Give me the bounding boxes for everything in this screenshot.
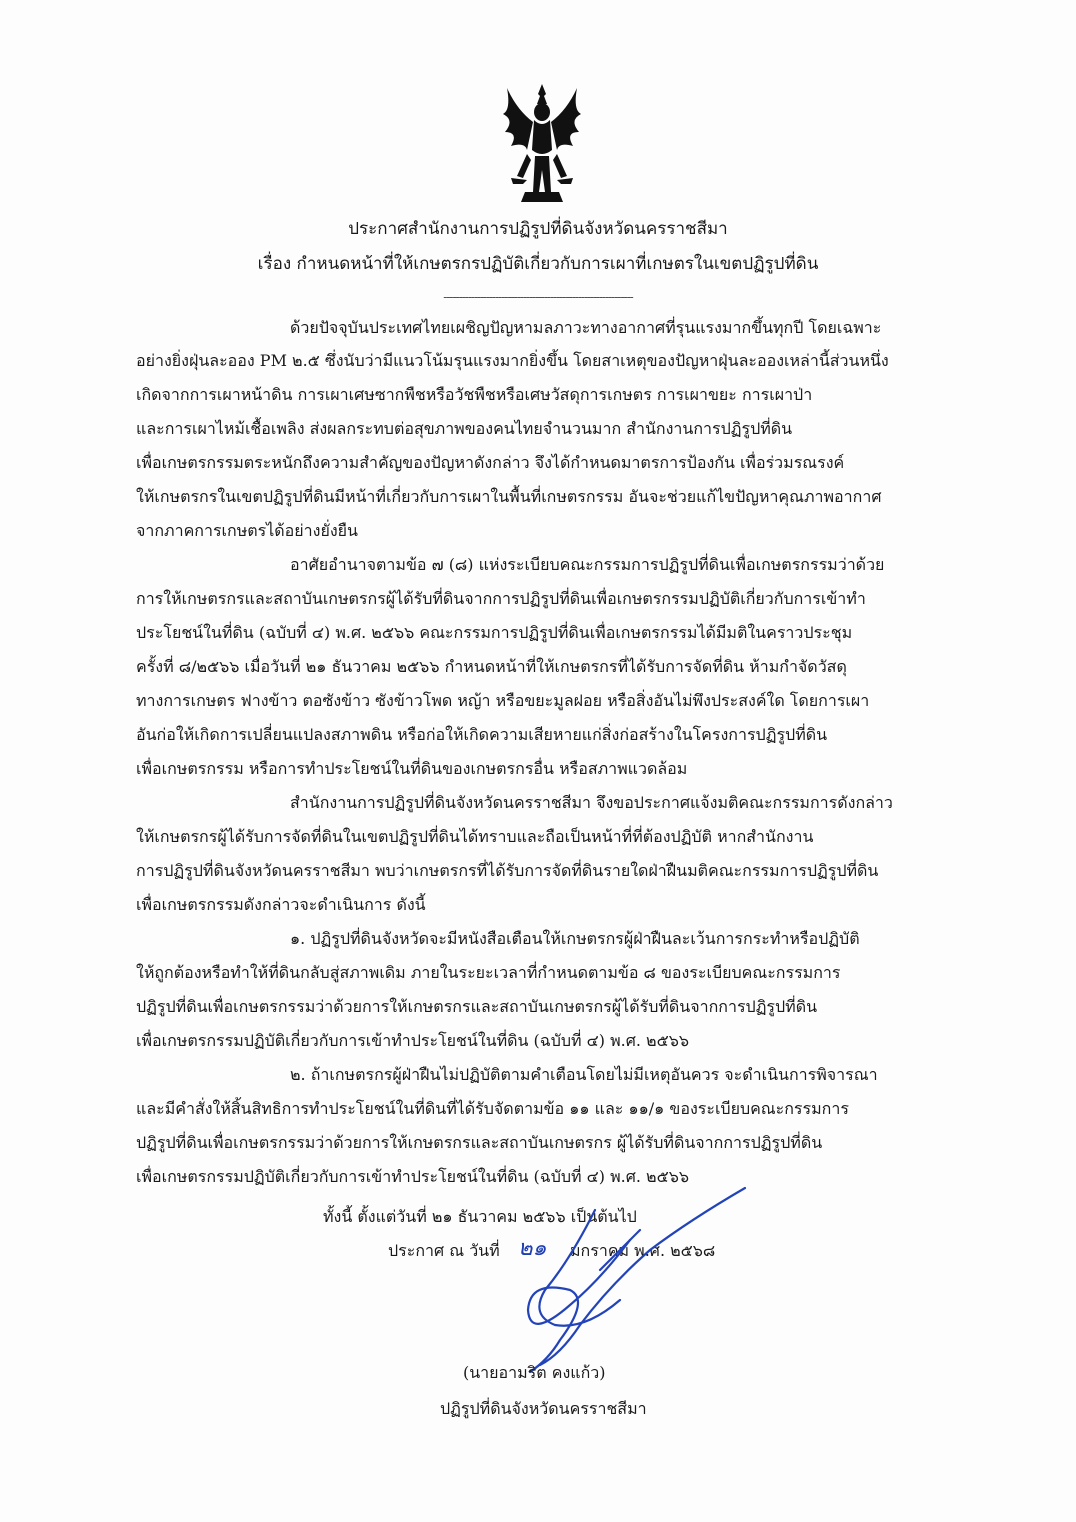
body-line: เพื่อเกษตรกรรม หรือการทำประโยชน์ในที่ดินของเกษตรกรอื่น หรือสภาพแวดล้อม bbox=[136, 759, 688, 778]
body-line: ให้เกษตรกรผู้ได้รับการจัดที่ดินในเขตปฏิรูปที่ดินได้ทราบและถือเป็นหน้าที่ที่ต้องปฏิบัติ หากสำนักงาน bbox=[136, 827, 814, 846]
body-line: ปฏิรูปที่ดินเพื่อเกษตรกรรมว่าด้วยการให้เกษตรกรและสถาบันเกษตรกรผู้ได้รับที่ดินจากการปฏิรูปที่ดิน bbox=[136, 997, 818, 1016]
body-line: ปฏิรูปที่ดินเพื่อเกษตรกรรมว่าด้วยการให้เกษตรกรและสถาบันเกษตรกร ผู้ได้รับที่ดินจากการปฏิรูปที่ดิน bbox=[136, 1133, 823, 1152]
garuda-emblem-icon bbox=[497, 80, 587, 210]
body-line: ประโยชน์ในที่ดิน (ฉบับที่ ๔) พ.ศ. ๒๕๖๖ คณะกรรมการปฏิรูปที่ดินเพื่อเกษตรกรรมได้มีมติในคราวประชุม bbox=[136, 623, 853, 642]
announcement-title: ประกาศสำนักงานการปฏิรูปที่ดินจังหวัดนครราชสีมา bbox=[348, 219, 728, 239]
body-line: การให้เกษตรกรและสถาบันเกษตรกรผู้ได้รับที่ดินจากการปฏิรูปที่ดินเพื่อเกษตรกรรมปฏิบัติเกี่ยวกับการเข้าทำ bbox=[136, 589, 866, 608]
body-line: สำนักงานการปฏิรูปที่ดินจังหวัดนครราชสีมา จึงขอประกาศแจ้งมติคณะกรรมการดังกล่าว bbox=[290, 793, 893, 812]
body-line: และการเผาไหม้เชื้อเพลิง ส่งผลกระทบต่อสุขภาพของคนไทยจำนวนมาก สำนักงานการปฏิรูปที่ดิน bbox=[136, 419, 793, 438]
body-line: อาศัยอำนาจตามข้อ ๗ (๘) แห่งระเบียบคณะกรรมการปฏิรูปที่ดินเพื่อเกษตรกรรมว่าด้วย bbox=[290, 555, 885, 574]
body-line: การปฏิรูปที่ดินจังหวัดนครราชสีมา พบว่าเกษตรกรที่ได้รับการจัดที่ดินรายใดฝ่าฝืนมติคณะกรรมการปฏิรูปที่ดิน bbox=[136, 861, 879, 880]
body-line: ให้เกษตรกรในเขตปฏิรูปที่ดินมีหน้าที่เกี่ยวกับการเผาในพื้นที่เกษตรกรรม อันจะช่วยแก้ไขปัญหาคุณภาพอากาศ bbox=[136, 487, 882, 506]
body-line: ทางการเกษตร ฟางข้าว ตอซังข้าว ซังข้าวโพด หญ้า หรือขยะมูลฝอย หรือสิ่งอันไม่พึงประสงค์ใด โดยการเผา bbox=[136, 691, 870, 710]
separator-line: -------------------------------------------------------------- bbox=[443, 290, 633, 304]
effective-date: ทั้งนี้ ตั้งแต่วันที่ ๒๑ ธันวาคม ๒๕๖๖ เป็นต้นไป bbox=[323, 1207, 637, 1226]
body-line: เกิดจากการเผาหน้าดิน การเผาเศษซากพืชหรือวัชพืชหรือเศษวัสดุการเกษตร การเผาขยะ การเผาป่า bbox=[136, 385, 813, 404]
body-line: อย่างยิ่งฝุ่นละออง PM ๒.๕ ซึ่งนับว่ามีแนวโน้มรุนแรงมากยิ่งขึ้น โดยสาเหตุของปัญหาฝุ่นละอองเหล่านี้ส่วนหนึ่ง bbox=[136, 351, 889, 370]
signer-title: ปฏิรูปที่ดินจังหวัดนครราชสีมา bbox=[440, 1399, 647, 1418]
announcement-subject: เรื่อง กำหนดหน้าที่ให้เกษตรกรปฏิบัติเกี่ยวกับการเผาที่เกษตรในเขตปฏิรูปที่ดิน bbox=[257, 254, 819, 274]
signer-name: (นายอามริต คงแก้ว) bbox=[463, 1363, 606, 1382]
announced-month-year: มกราคม พ.ศ. ๒๕๖๘ bbox=[570, 1241, 716, 1260]
body-line: ให้ถูกต้องหรือทำให้ที่ดินกลับสู่สภาพเดิม ภายในระยะเวลาที่กำหนดตามข้อ ๘ ของระเบียบคณะกรรมการ bbox=[136, 963, 841, 982]
body-line: และมีคำสั่งให้สิ้นสิทธิการทำประโยชน์ในที่ดินที่ได้รับจัดตามข้อ ๑๑ และ ๑๑/๑ ของระเบียบคณะกรรมการ bbox=[136, 1099, 849, 1118]
body-line: เพื่อเกษตรกรรมตระหนักถึงความสำคัญของปัญหาดังกล่าว จึงได้กำหนดมาตรการป้องกัน เพื่อร่วมรณรงค์ bbox=[136, 453, 845, 472]
body-line: จากภาคการเกษตรได้อย่างยั่งยืน bbox=[136, 521, 358, 540]
announced-prefix: ประกาศ ณ วันที่ bbox=[388, 1241, 500, 1260]
body-line: ๒. ถ้าเกษตรกรผู้ฝ่าฝืนไม่ปฏิบัติตามคำเตือนโดยไม่มีเหตุอันควร จะดำเนินการพิจารณา bbox=[290, 1065, 878, 1084]
body-line: เพื่อเกษตรกรรมปฏิบัติเกี่ยวกับการเข้าทำประโยชน์ในที่ดิน (ฉบับที่ ๔) พ.ศ. ๒๕๖๖ bbox=[136, 1031, 689, 1050]
body-line: ครั้งที่ ๘/๒๕๖๖ เมื่อวันที่ ๒๑ ธันวาคม ๒๕๖๖ กำหนดหน้าที่ให้เกษตรกรที่ได้รับการจัดที่ดิน ห้ามกำจัดวัสดุ bbox=[136, 657, 847, 676]
signature-icon bbox=[500, 1140, 760, 1380]
body-line: ด้วยปัจจุบันประเทศไทยเผชิญปัญหามลภาวะทางอากาศที่รุนแรงมากขึ้นทุกปี โดยเฉพาะ bbox=[290, 318, 882, 337]
body-line: อันก่อให้เกิดการเปลี่ยนแปลงสภาพดิน หรือก่อให้เกิดความเสียหายแก่สิ่งก่อสร้างในโครงการปฏิรูปที่ดิน bbox=[136, 725, 828, 744]
body-line: เพื่อเกษตรกรรมปฏิบัติเกี่ยวกับการเข้าทำประโยชน์ในที่ดิน (ฉบับที่ ๔) พ.ศ. ๒๕๖๖ bbox=[136, 1167, 689, 1186]
announced-day: ๒๑ bbox=[518, 1236, 547, 1261]
body-line: ๑. ปฏิรูปที่ดินจังหวัดจะมีหนังสือเตือนให้เกษตรกรผู้ฝ่าฝืนละเว้นการกระทำหรือปฏิบัติ bbox=[290, 929, 860, 948]
body-line: เพื่อเกษตรกรรมดังกล่าวจะดำเนินการ ดังนี้ bbox=[136, 895, 426, 914]
